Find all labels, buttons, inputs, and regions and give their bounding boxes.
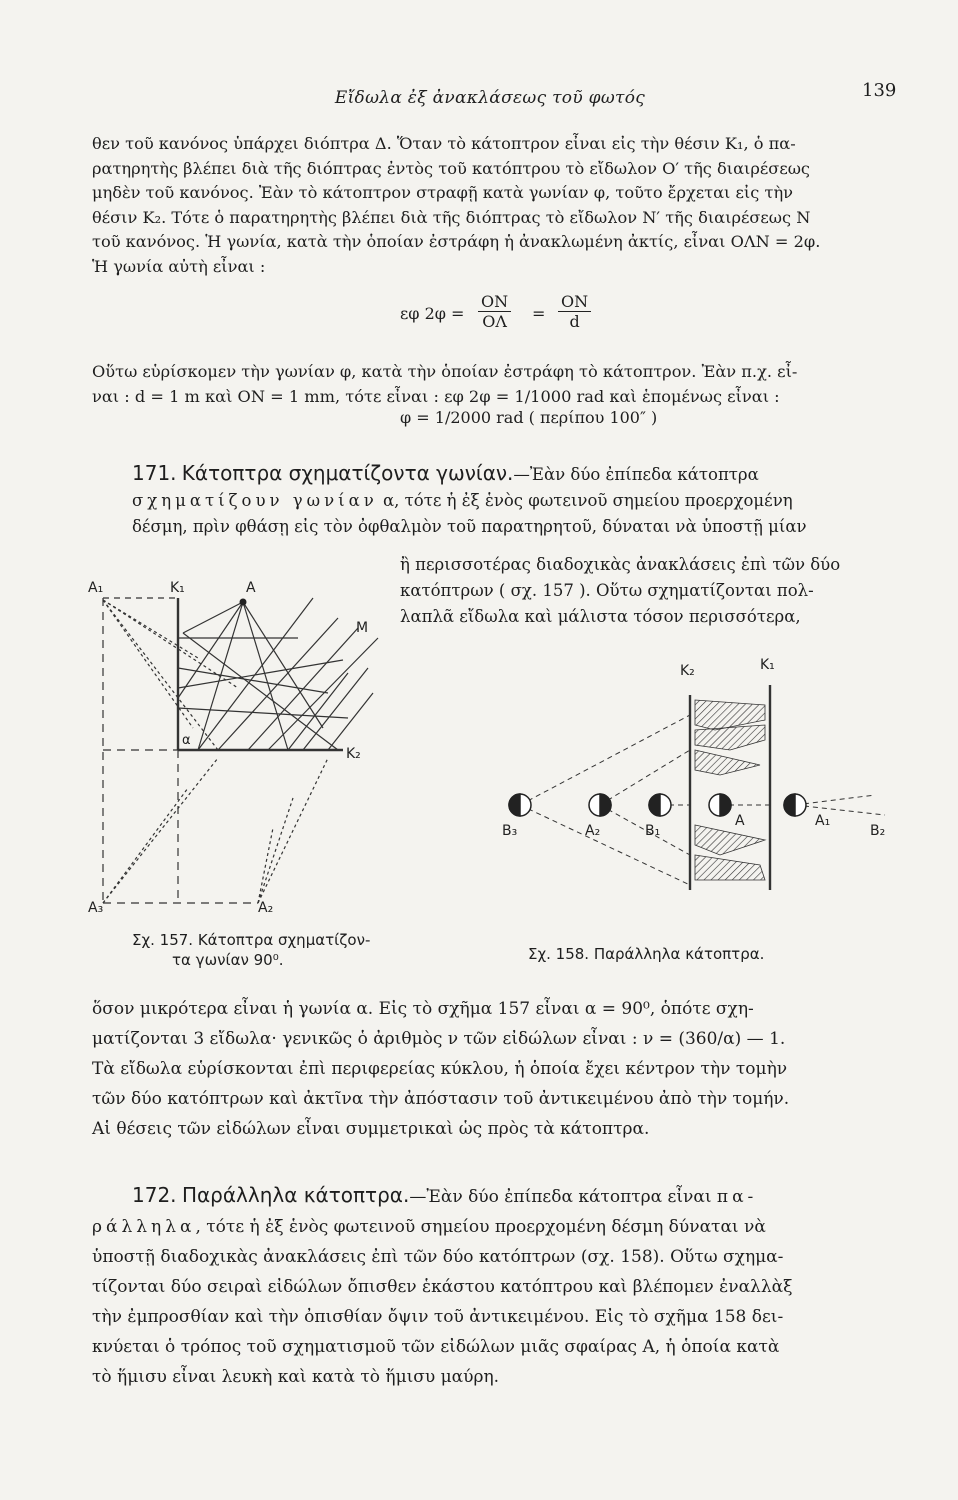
spaced-emphasis: σχηματίζουν γωνίαν	[132, 491, 378, 510]
label-b1: B₁	[645, 823, 661, 839]
text-line: ρατηρητὴς βλέπει διὰ τῆς διόπτρας ἐντὸς τοῦ κατόπτρου τὸ εἴδωλον O′ τῆς διαιρέσεως	[92, 158, 810, 178]
ray	[178, 708, 348, 718]
text-line: κατόπτρων ( σχ. 157 ). Οὕτω σχηματίζονται πολ-	[400, 581, 814, 600]
section-number: 172.	[132, 1183, 177, 1207]
ray	[520, 715, 690, 805]
label-a2: A₂	[585, 823, 601, 839]
text-line: μηδὲν τοῦ κανόνος. Ἐὰν τὸ κάτοπτρον στραφῇ κατὰ γωνίαν φ, τοῦτο ἔρχεται εἰς τὴν	[92, 183, 793, 202]
ray	[178, 602, 243, 698]
sphere-object-a	[709, 794, 731, 816]
text-line: ἢ περισσοτέρας διαδοχικὰς ἀνακλάσεις ἐπὶ τῶν δύο	[400, 555, 841, 574]
ray	[795, 795, 875, 805]
paragraph-3	[92, 994, 910, 1144]
caption-line: τα γωνίαν 90⁰.	[172, 951, 284, 969]
section-title: Παράλληλα κάτοπτρα.	[181, 1183, 410, 1207]
ray	[303, 668, 368, 750]
beam-wedge	[695, 750, 760, 775]
label-b3: B₃	[502, 823, 518, 839]
text-line: τῶν δύο κατόπτρων καὶ ἀκτῖνα τὴν ἀπόστασιν τοῦ ἀντικειμένου ἀπὸ τὴν τομήν.	[92, 1089, 790, 1109]
ray	[183, 633, 338, 750]
ray	[198, 602, 243, 750]
text-line: λαπλᾶ εἴδωλα καὶ μάλιστα τόσον περισσότερα,	[400, 607, 801, 626]
spaced-emphasis: ράλληλα	[92, 1217, 196, 1237]
ray	[103, 788, 188, 903]
ray	[328, 693, 373, 750]
label-b2: B₂	[870, 823, 886, 839]
text-line: Τὰ εἴδωλα εὑρίσκονται ἐπὶ περιφερείας κύκλου, ἡ ὁποία ἔχει κέντρον τὴν τομὴν	[92, 1059, 788, 1079]
section-intro: —Ἐὰν δύο ἐπίπεδα κάτοπτρα εἶναι	[409, 1187, 712, 1207]
ray	[103, 600, 193, 728]
text-line: θέσιν K₂. Τότε ὁ παρατηρητὴς βλέπει διὰ τῆς διόπτρας τὸ εἴδωλον N′ τῆς διαιρέσεως N	[92, 207, 811, 227]
label-a3: A₃	[88, 900, 104, 916]
ray	[178, 668, 328, 693]
text-line: δέσμη, πρὶν φθάσῃ εἰς τὸν ὀφθαλμὸν τοῦ παρατηρητοῦ, δύναται νὰ ὑποστῇ μίαν	[132, 517, 807, 536]
fraction-numerator: ON	[558, 292, 591, 312]
label-k2: K₂	[680, 663, 695, 679]
text-line	[132, 488, 912, 514]
ray	[520, 805, 690, 885]
text-line: τὸ ἥμισυ εἶναι λευκὴ καὶ κατὰ τὸ ἥμισυ μαύρη.	[92, 1367, 500, 1387]
text-line: ὅσον μικρότερα εἶναι ἡ γωνία α. Εἰς τὸ σχῆμα 157 εἶναι α = 90⁰, ὁπότε σχη-	[92, 999, 754, 1019]
fraction-on-d	[558, 292, 591, 331]
text-line: θεν τοῦ κανόνος ὑπάρχει διόπτρα Δ. Ὅταν τὸ κάτοπτρον εἶναι εἰς τὴν θέσιν K₁, ὁ πα-	[92, 134, 796, 153]
label-a: A	[246, 580, 256, 596]
section-172	[92, 1180, 910, 1392]
ray	[178, 660, 343, 688]
ray	[183, 602, 243, 633]
fraction-numerator: ON	[478, 292, 511, 312]
text-line: τίζονται δύο σειραὶ εἰδώλων ὄπισθεν ἑκάστου κατόπτρου καὶ βλέπομεν ἐναλλὰξ	[92, 1277, 793, 1297]
text-line: ναι : d = 1 m καὶ ON = 1 mm, τότε εἶναι : εφ 2φ = 1/1000 rad καὶ ἑπομένως εἶναι :	[92, 386, 780, 406]
ray	[103, 758, 218, 903]
text-line: ὑποστῇ διαδοχικὰς ἀνακλάσεις ἐπὶ τῶν δύο κατόπτρων (σχ. 158). Οὕτω σχημα-	[92, 1247, 784, 1267]
page-number: 139	[862, 80, 897, 101]
object-point-a	[240, 599, 247, 606]
text-fragment: α, τότε ἡ ἐξ ἑνὸς φωτεινοῦ σημείου προερχομένη	[377, 491, 793, 510]
label-a1: A₁	[815, 813, 831, 829]
section-heading-line	[132, 460, 912, 488]
caption-line: Σχ. 157. Κάτοπτρα σχηματίζον-	[132, 931, 371, 949]
ray	[103, 600, 198, 658]
ray	[288, 673, 348, 750]
ray	[258, 798, 293, 903]
text-line: Αἱ θέσεις τῶν εἰδώλων εἶναι συμμετρικαὶ ὡς πρὸς τὰ κάτοπτρα.	[92, 1119, 650, 1139]
label-alpha: α	[182, 733, 191, 748]
result-formula: φ = 1/2000 rad ( περίπου 100″ )	[400, 408, 658, 427]
sphere-image-a1	[784, 794, 806, 816]
text-line	[92, 1212, 910, 1242]
label-a: A	[735, 813, 745, 829]
formula-lhs: εφ 2φ =	[400, 304, 465, 323]
fraction-denominator: ΟΛ	[482, 312, 507, 331]
section-title: Κάτοπτρα σχηματίζοντα γωνίαν.	[181, 461, 514, 485]
ray	[795, 805, 885, 815]
text-line: Οὕτω εὑρίσκομεν τὴν γωνίαν φ, κατὰ τὴν ὁποίαν ἐστράφη τὸ κάτοπτρον. Ἐὰν π.χ. εἶ-	[92, 362, 798, 381]
section-number: 171.	[132, 461, 177, 485]
ray	[103, 600, 218, 750]
label-k2: K₂	[346, 746, 361, 762]
label-k1: K₁	[760, 657, 775, 673]
figure-158	[490, 655, 900, 905]
ray	[258, 758, 328, 903]
text-line: τοῦ κανόνος. Ἡ γωνία, κατὰ τὴν ὁποίαν ἐστράφη ἡ ἀνακλωμένη ἀκτίς, εἶναι ΟΛΝ = 2φ.	[92, 232, 821, 251]
label-a2: A₂	[258, 900, 274, 916]
fraction-denominator: d	[569, 312, 580, 331]
running-title: Εἴδωλα ἐξ ἀνακλάσεως τοῦ φωτός	[334, 88, 646, 108]
spaced-emphasis: πα-	[716, 1187, 758, 1207]
text-line: ματίζονται 3 εἴδωλα· γενικῶς ὁ ἀριθμὸς ν τῶν εἰδώλων εἶναι : ν = (360/α) — 1.	[92, 1029, 786, 1049]
section-171	[132, 460, 912, 540]
label-k1: K₁	[170, 580, 185, 596]
section-171-continued	[400, 552, 915, 630]
formula-equals: =	[532, 304, 546, 323]
sphere-image-b1	[649, 794, 671, 816]
section-heading-line	[92, 1180, 910, 1212]
figure-158-caption: Σχ. 158. Παράλληλα κάτοπτρα.	[528, 945, 765, 963]
ray	[600, 750, 690, 805]
fraction-on-ol	[478, 292, 511, 331]
ray	[268, 638, 378, 750]
beam-wedge	[695, 725, 765, 750]
label-m: M	[356, 620, 369, 636]
text-line: Ἡ γωνία αὐτὴ εἶναι :	[92, 256, 266, 276]
sphere-image-b3	[509, 794, 531, 816]
tangent-formula	[350, 290, 710, 338]
paragraph-1	[92, 132, 910, 279]
beam-wedge	[695, 855, 765, 880]
section-intro: —Ἐὰν δύο ἐπίπεδα κάτοπτρα	[513, 465, 759, 484]
figure-157	[88, 578, 388, 918]
paragraph-2	[92, 360, 910, 409]
figure-157-caption	[132, 930, 402, 970]
label-a1: A₁	[88, 580, 104, 596]
text-fragment: , τότε ἡ ἐξ ἑνὸς φωτεινοῦ σημείου προερχομένη δέσμη δύναται νὰ	[195, 1217, 766, 1237]
ray	[258, 828, 273, 903]
text-line: κνύεται ὁ τρόπος τοῦ σχηματισμοῦ τῶν εἰδώλων μιᾶς σφαίρας A, ἡ ὁποία κατὰ	[92, 1337, 780, 1357]
beam-wedge	[695, 825, 765, 855]
text-line: τὴν ἐμπροσθίαν καὶ τὴν ὀπισθίαν ὄψιν τοῦ ἀντικειμένου. Εἰς τὸ σχῆμα 158 δει-	[92, 1307, 784, 1327]
sphere-image-a2	[589, 794, 611, 816]
